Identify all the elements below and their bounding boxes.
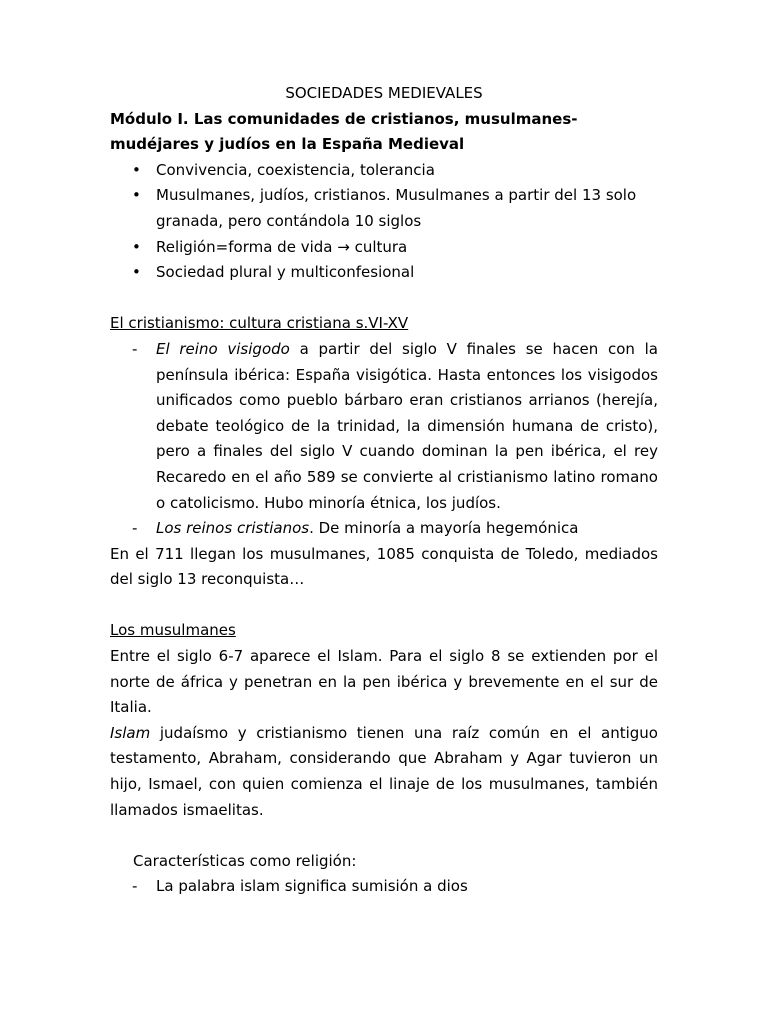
dash-text: La palabra islam significa sumisión a dios (156, 877, 468, 896)
bullet-item (110, 260, 658, 286)
italic-term: Islam (110, 723, 151, 742)
bullet-text: Musulmanes, judíos, cristianos. Musulmanes a partir del 13 solo granada, pero contándola 10 siglos (156, 186, 637, 230)
bullet-item (110, 183, 658, 234)
document-title: SOCIEDADES MEDIEVALES (285, 84, 483, 102)
dash-text: . De minoría a mayoría hegemónica (309, 519, 579, 538)
bullet-text: Religión=forma de vida → cultura (156, 237, 408, 256)
dash-icon: - (132, 877, 138, 896)
dash-list-caracteristicas (110, 874, 658, 900)
bullet-item (110, 158, 658, 184)
dash-icon: - (132, 339, 138, 358)
paragraph-islam-roots (110, 721, 658, 823)
section-heading-cristianismo: El cristianismo: cultura cristiana s.VI-XV (110, 314, 409, 333)
paragraph-text: judaísmo y cristianismo tienen una raíz común en el antiguo testamento, Abraham, considerando que Abraham y Agar tuvieron un hijo, Ismael, con quien comienza el linaje de los musulmanes, también llamados ismaelitas. (110, 723, 658, 819)
bullet-text: Convivencia, coexistencia, tolerancia (156, 160, 435, 179)
italic-term: Los reinos cristianos (156, 519, 310, 538)
bullet-icon: • (132, 237, 141, 256)
module-heading: Módulo I. Las comunidades de cristianos, musulmanes-mudéjares y judíos en la España Medieval (110, 109, 578, 154)
subheading-caracteristicas: Características como religión: (133, 851, 357, 870)
paragraph-711: En el 711 llegan los musulmanes, 1085 conquista de Toledo, mediados del siglo 13 reconquista… (110, 544, 658, 589)
paragraph-islam-origin: Entre el siglo 6-7 aparece el Islam. Para el siglo 8 se extienden por el norte de áfrica y penetran en la pen ibérica y brevemente en el sur de Italia. (110, 647, 658, 717)
dash-list-cristianismo (110, 337, 658, 542)
dash-icon: - (132, 519, 138, 538)
section-heading-musulmanes: Los musulmanes (110, 621, 236, 640)
document-page (110, 81, 658, 900)
dash-item (110, 516, 658, 542)
blank-line (110, 286, 658, 312)
dash-text: a partir del siglo V finales se hacen con la península ibérica: España visigótica. Hasta entonces los visigodos unificados como pueblo bárbaro eran cristianos arrianos (herejía, debate teológico de la trinidad, la dimensión humana de cristo), pero a finales del siglo V cuando dominan la pen ibérica, el rey Recaredo en el año 589 se convierte al cristianismo latino romano o catolicismo. Hubo minoría étnica, los judíos. (156, 339, 659, 512)
bullet-item (110, 235, 658, 261)
bullet-icon: • (132, 186, 141, 205)
dash-item (110, 874, 658, 900)
bullet-text: Sociedad plural y multiconfesional (156, 263, 415, 282)
bullet-list (110, 158, 658, 286)
bullet-icon: • (132, 263, 141, 282)
blank-line (110, 593, 658, 619)
dash-item (110, 337, 658, 516)
italic-term: El reino visigodo (156, 339, 290, 358)
bullet-icon: • (132, 160, 141, 179)
blank-line (110, 823, 658, 849)
